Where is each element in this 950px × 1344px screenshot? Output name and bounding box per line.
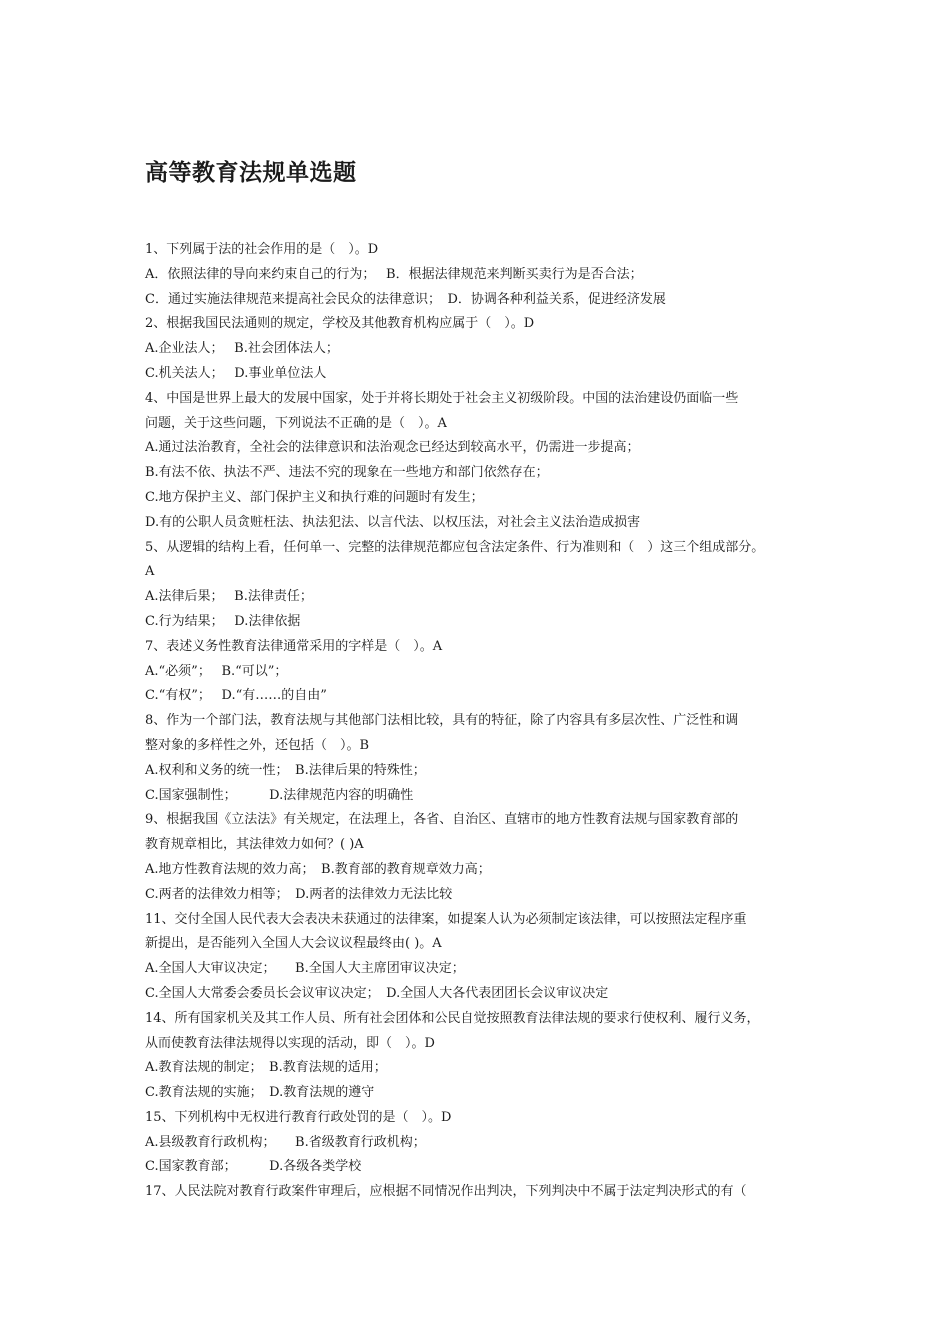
document-title: 高等教育法规单选题 [145,160,357,186]
option-line: A.全国人大审议决定； B.全国人大主席团审议决定； [145,961,465,977]
option-line: A．依照法律的导向来约束自己的行为； B．根据法律规范来判断买卖行为是否合法； [145,266,643,282]
option-line: C.“有权”； D.“有……的自由” [145,688,327,704]
question-line: 5、从逻辑的结构上看，任何单一、完整的法律规范都应包含法定条件、行为准则和（ ）这三个组成部分。 [145,539,765,555]
question-line: 15、下列机构中无权进行教育行政处罚的是（ ）。D [145,1109,452,1125]
question-line: 教育规章相比，其法律效力如何？( )A [145,837,364,853]
option-line: D.有的公职人员贪赃枉法、执法犯法、以言代法、以权压法，对社会主义法治造成损害 [145,514,641,530]
question-list [145,238,815,1205]
option-line: C.全国人大常委会委员长会议审议决定； D.全国人大各代表团团长会议审议决定 [145,985,609,1001]
question-line: 7、表述义务性教育法律通常采用的字样是（ ）。A [145,638,443,654]
question-line: 8、作为一个部门法，教育法规与其他部门法相比较，具有的特征，除了内容具有多层次性、广泛性和调 [145,713,739,729]
question-line: 17、人民法院对教育行政案件审理后，应根据不同情况作出判决，下列判决中不属于法定判决形式的有（ [145,1184,747,1200]
option-line: C.地方保护主义、部门保护主义和执行难的问题时有发生； [145,489,484,505]
question-line: 11、交付全国人民代表大会表决未获通过的法律案，如提案人认为必须制定该法律，可以按照法定程序重 [145,911,747,927]
question-line: A [145,564,155,580]
question-line: 问题，关于这些问题，下列说法不正确的是（ ）。A [145,415,447,431]
option-line: C.机关法人； D.事业单位法人 [145,365,327,381]
option-line: A.通过法治教育，全社会的法律意识和法治观念已经达到较高水平，仍需进一步提高； [145,440,640,456]
option-line: A.地方性教育法规的效力高； B.教育部的教育规章效力高； [145,861,491,877]
option-line: A.权利和义务的统一性； B.法律后果的特殊性； [145,762,426,778]
question-line: 1、下列属于法的社会作用的是（ ）。D [145,242,379,257]
option-line: A.教育法规的制定； B.教育法规的适用； [145,1060,387,1076]
option-line: C.国家强制性； D.法律规范内容的明确性 [145,787,414,803]
option-line: C.教育法规的实施； D.教育法规的遵守 [145,1085,375,1101]
question-line: 2、根据我国民法通则的规定，学校及其他教育机构应属于（ ）。D [145,316,535,332]
option-line: A.企业法人； B.社会团体法人； [145,341,339,357]
option-line: A.县级教育行政机构； B.省级教育行政机构； [145,1134,426,1150]
option-line: B.有法不依、执法不严、违法不究的现象在一些地方和部门依然存在； [145,465,549,481]
question-line: 4、中国是世界上最大的发展中国家，处于并将长期处于社会主义初级阶段。中国的法治建设仍面临一些 [145,390,739,406]
option-line: C.国家教育部； D.各级各类学校 [145,1159,362,1175]
question-line: 整对象的多样性之外，还包括（ ）。B [145,737,370,753]
option-line: C.行为结果； D.法律依据 [145,613,301,629]
question-line: 新提出，是否能列入全国人大会议议程最终由( )。A [145,936,442,952]
option-line: C．通过实施法律规范来提高社会民众的法律意识； D．协调各种利益关系，促进经济发展 [145,291,666,307]
question-line: 从而使教育法律法规得以实现的活动，即（ ）。D [145,1035,435,1051]
question-line: 9、根据我国《立法法》有关规定，在法理上，各省、自治区、直辖市的地方性教育法规与国家教育部的 [145,812,739,828]
option-line: A.法律后果； B.法律责任； [145,589,313,605]
question-line: 14、所有国家机关及其工作人员、所有社会团体和公民自觉按照教育法律法规的要求行使权利、履行义务， [145,1010,760,1026]
option-line: A.“必须”； B.“可以”； [145,663,288,679]
option-line: C.两者的法律效力相等； D.两者的法律效力无法比较 [145,886,453,902]
